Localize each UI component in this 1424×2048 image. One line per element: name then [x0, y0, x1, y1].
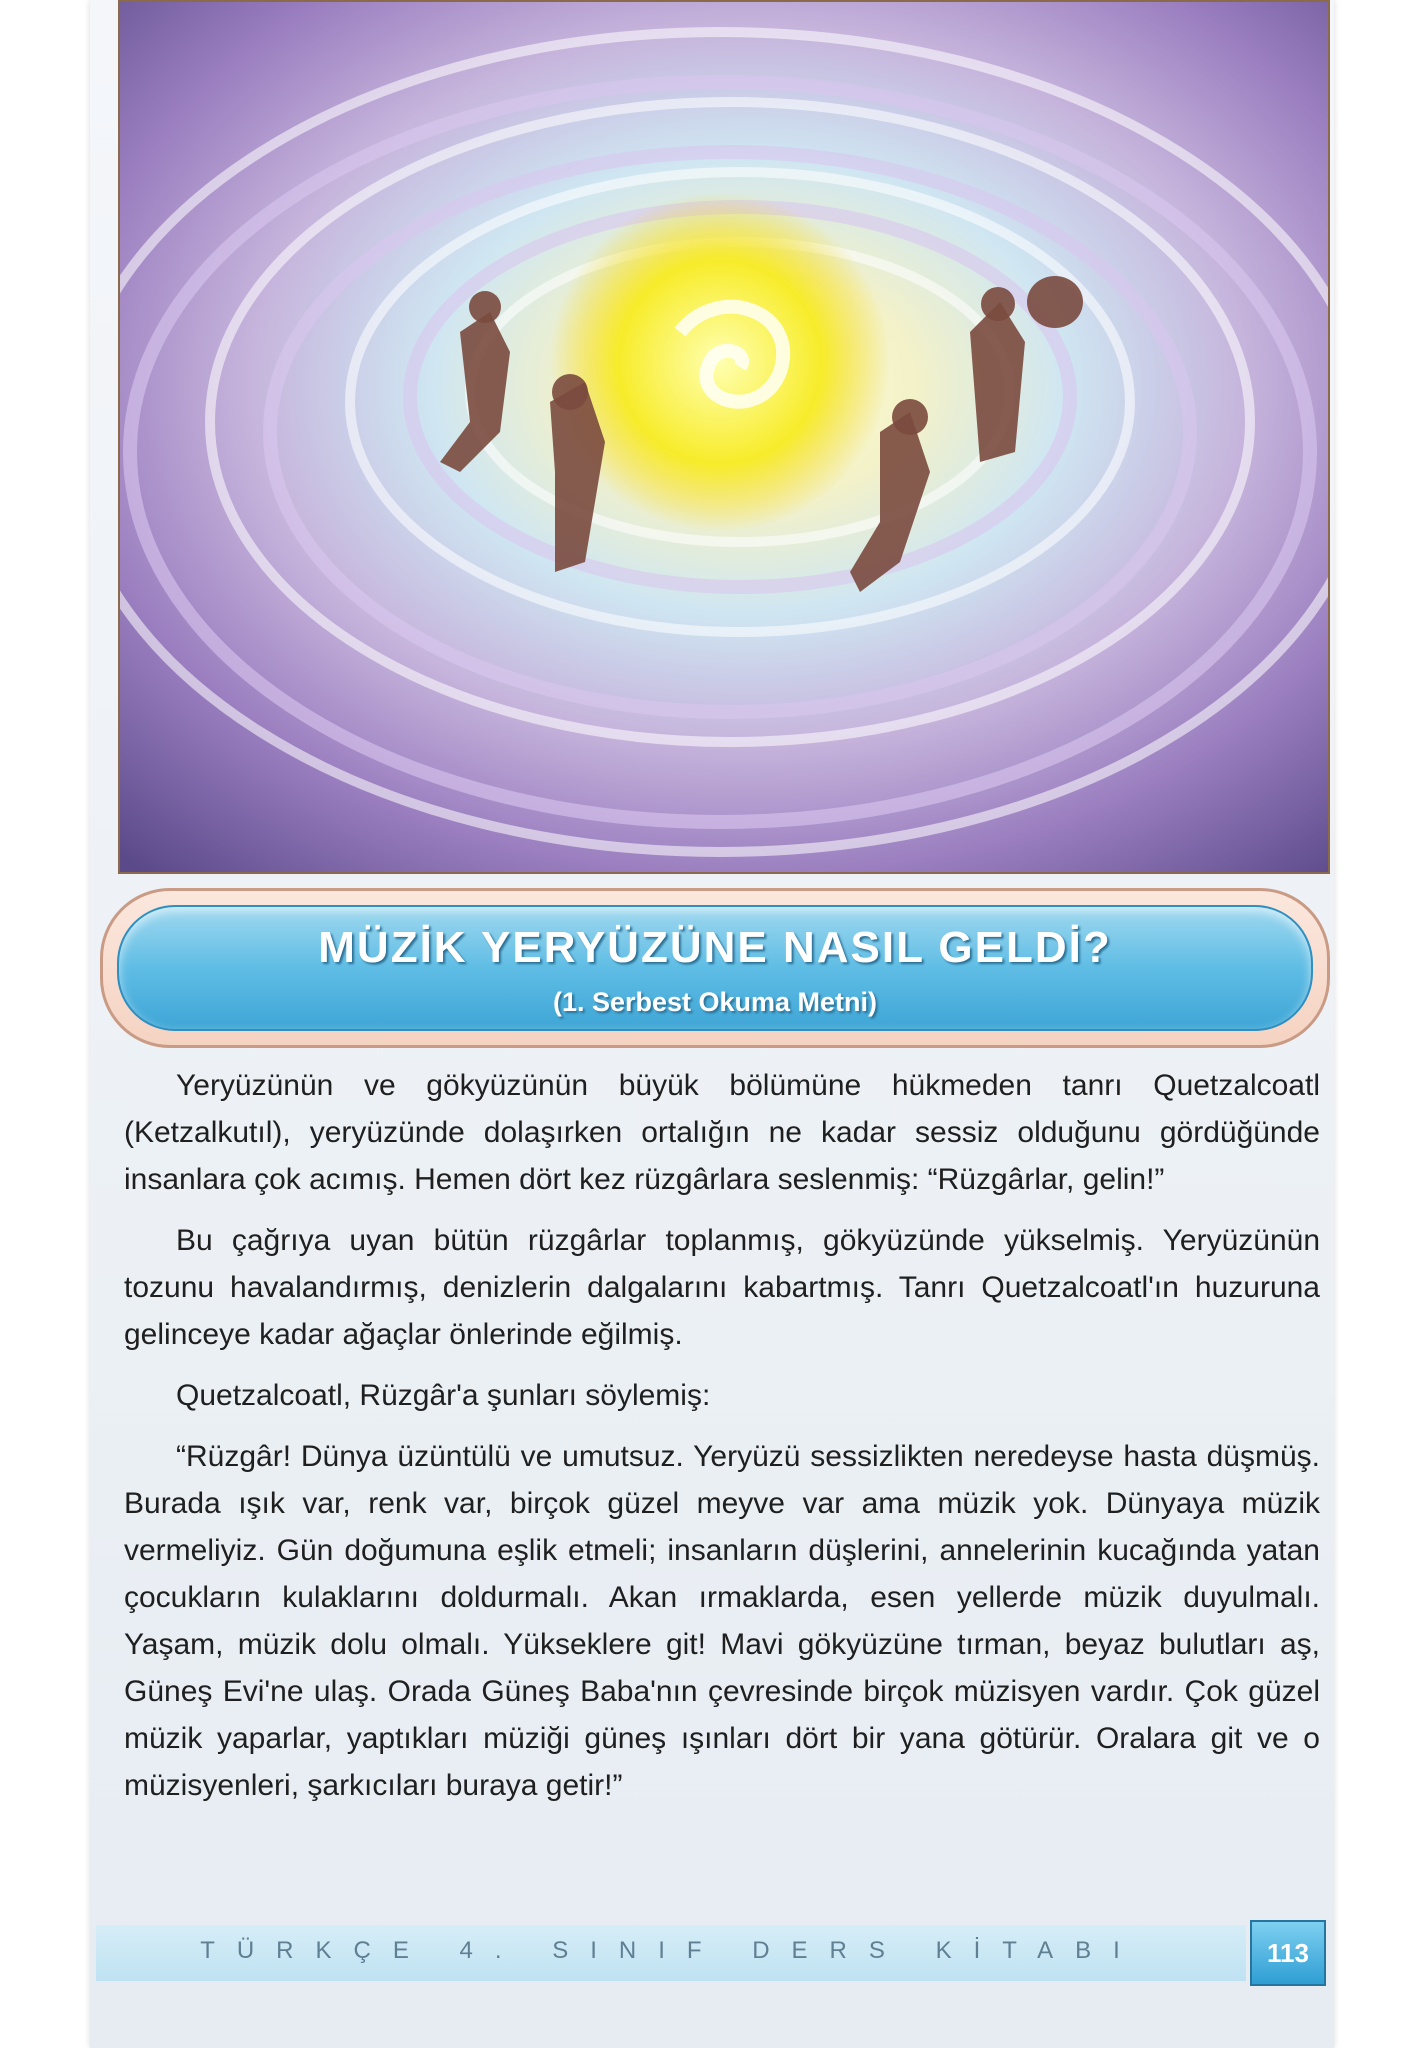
sky-swirl-image	[120, 2, 1328, 872]
paragraph: “Rüzgâr! Dünya üzüntülü ve umutsuz. Yeryüzü sessizlikten neredeyse hasta düşmüş. Burada ışık var, renk var, birçok güzel meyve var ama müzik yok. Dünyaya müzik vermeliyiz. Gün doğumuna eşlik etmeli; insanların düşlerini, annelerinin kucağında yatan çocukların kulaklarını doldurmalı. Akan ırmaklarda, esen yellerde müzik duyulmalı. Yaşam, müzik dolu olmalı. Yükseklere git! Mavi gökyüzüne tırman, beyaz bulutları aş, Güneş Evi'ne ulaş. Orada Güneş Baba'nın çevresinde birçok müzisyen vardır. Çok güzel müzik yaparlar, yaptıkları müziği güneş ışınları dört bir yana götürür. Oralara git ve o müzisyenleri, şarkıcıları buraya getir!”	[124, 1440, 1320, 1802]
footer-strip	[96, 1925, 1246, 1981]
paragraph: Yeryüzünün ve gökyüzünün büyük bölümüne hükmeden tanrı Quetzalcoatl (Ketzalkutıl), yeryüzünde dolaşırken ortalığın ne kadar sessiz olduğunu gördüğünde insanlara çok acımış. Hemen dört kez rüzgârlara seslenmiş: “Rüzgârlar, gelin!”	[124, 1069, 1320, 1196]
paragraph: Quetzalcoatl, Rüzgâr'a şunları söylemiş:	[176, 1379, 711, 1412]
story-text	[124, 1062, 1320, 1823]
title-banner-inner	[117, 905, 1313, 1031]
title-banner	[100, 888, 1330, 1048]
footer-book-title: TÜRKÇE 4. SINIF DERS KİTABI	[200, 1937, 1142, 1964]
swirl-illustration	[118, 0, 1330, 874]
page-subtitle: (1. Serbest Okuma Metni)	[552, 987, 878, 1017]
paragraph: Bu çağrıya uyan bütün rüzgârlar toplanmış, gökyüzünde yükselmiş. Yeryüzünün tozunu havalandırmış, denizlerin dalgalarını kabartmış. Tanrı Quetzalcoatl'ın huzuruna gelinceye kadar ağaçlar önlerinde eğilmiş.	[124, 1224, 1320, 1351]
page-number: 113	[1250, 1920, 1326, 1986]
page-title: MÜZİK YERYÜZÜNE NASIL GELDİ?	[318, 923, 1112, 972]
